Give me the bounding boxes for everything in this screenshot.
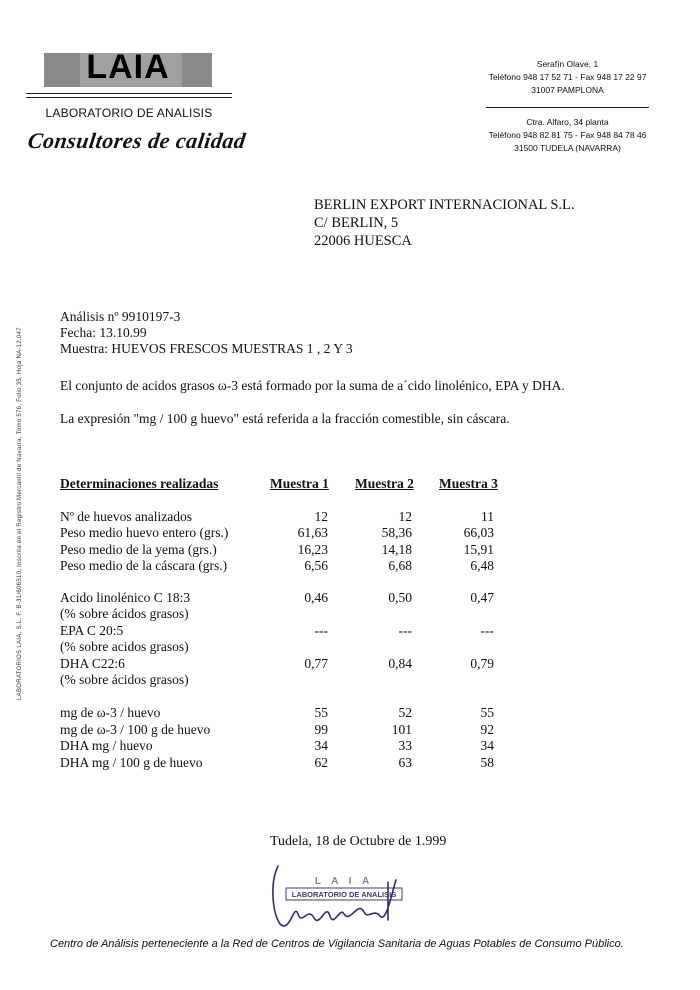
- cell-sample-2: ---: [398, 623, 412, 638]
- office-city: 31007 PAMPLONA: [531, 85, 604, 95]
- row-label: DHA mg / huevo: [60, 738, 153, 753]
- row-label: Acido linolénico C 18:3: [60, 590, 191, 605]
- cell-sample-2: 0,84: [388, 656, 412, 671]
- header-sample-2: Muestra 2: [355, 476, 414, 491]
- cell-sample-2: 33: [398, 738, 412, 753]
- cell-sample-3: 6,48: [470, 558, 494, 573]
- cell-sample-1: 99: [314, 722, 328, 737]
- cell-sample-2: 14,18: [381, 542, 412, 557]
- row-label: (% sobre ácidos grasos): [60, 606, 189, 621]
- cell-sample-1: 61,63: [297, 525, 328, 540]
- logo-rule-top: [26, 93, 232, 94]
- cell-sample-2: 6,68: [388, 558, 412, 573]
- cell-sample-1: 6,56: [304, 558, 328, 573]
- tagline: Consultores de calidad: [26, 128, 248, 153]
- cell-sample-2: 52: [398, 705, 412, 720]
- row-label: Peso medio huevo entero (grs.): [60, 525, 229, 540]
- cell-sample-2: 12: [398, 509, 412, 524]
- cell-sample-3: 92: [480, 722, 494, 737]
- cell-sample-1: 0,77: [304, 656, 328, 671]
- analysis-number: Análisis nº 9910197-3: [60, 309, 181, 324]
- cell-sample-2: 58,36: [381, 525, 412, 540]
- cell-sample-1: 16,23: [297, 542, 328, 557]
- cell-sample-2: 101: [391, 722, 412, 737]
- cell-sample-1: 12: [314, 509, 328, 524]
- paragraph-expression: La expresión "mg / 100 g huevo" está referida a la fracción comestible, sin cáscara.: [60, 411, 510, 426]
- lab-name: LABORATORIO DE ANALISIS: [45, 106, 213, 120]
- cell-sample-1: 55: [314, 705, 328, 720]
- row-label: Peso medio de la yema (grs.): [60, 542, 217, 557]
- recipient-city: 22006 HUESCA: [314, 233, 412, 249]
- signature-date: Tudela, 18 de Octubre de 1.999: [270, 834, 447, 849]
- row-label: DHA C22:6: [60, 656, 125, 671]
- row-label: mg de ω-3 / huevo: [60, 705, 161, 720]
- cell-sample-1: ---: [314, 623, 328, 638]
- recipient-address: [314, 196, 575, 250]
- cell-sample-3: 34: [480, 738, 494, 753]
- office-street: Ctra. Alfaro, 34 planta: [526, 117, 609, 127]
- cell-sample-3: 11: [481, 509, 494, 524]
- row-label: Peso medio de la cáscara (grs.): [60, 558, 228, 573]
- row-label: (% sobre ácidos grasos): [60, 672, 189, 687]
- recipient-name: BERLIN EXPORT INTERNACIONAL S.L.: [314, 197, 575, 213]
- office-tudela: [486, 116, 649, 155]
- recipient-street: C/ BERLIN, 5: [314, 215, 399, 231]
- cell-sample-1: 34: [314, 738, 328, 753]
- cell-sample-3: 15,91: [463, 542, 494, 557]
- registration-side-text: LABORATORIOS LAIA, S.L. F. B-31/606510, Inscrita en el Registro Mercantil de Navarra, Tomo 576, Folio 35, Hoja NA-12.047: [17, 327, 23, 700]
- row-label: Nº de huevos analizados: [60, 509, 193, 524]
- office-phone: Teléfono 948 17 52 71 - Fax 948 17 22 97: [488, 72, 647, 82]
- cell-sample-3: 0,79: [470, 656, 494, 671]
- cell-sample-3: 58: [480, 755, 494, 770]
- row-label: DHA mg / 100 g de huevo: [60, 755, 203, 770]
- logo-rule-bottom: [26, 97, 232, 98]
- office-street: Serafín Olave, 1: [536, 59, 599, 69]
- header-sample-1: Muestra 1: [270, 476, 329, 491]
- row-label: EPA C 20:5: [60, 623, 124, 638]
- stamp-bottom-text: LABORATORIO DE ANALISIS: [291, 890, 397, 899]
- header-determinations: Determinaciones realizadas: [60, 476, 219, 491]
- stamp-top-text: L A I A: [314, 876, 374, 887]
- office-city: 31500 TUDELA (NAVARRA): [514, 143, 621, 153]
- paragraph-omega3: El conjunto de acidos grasos ω-3 está formado por la suma de a´cido linolénico, EPA y DHA.: [60, 378, 565, 393]
- header-sample-3: Muestra 3: [439, 476, 498, 491]
- lab-stamp: [268, 862, 410, 934]
- cell-sample-3: 0,47: [470, 590, 494, 605]
- analysis-info: [60, 309, 353, 357]
- cell-sample-2: 0,50: [388, 590, 412, 605]
- cell-sample-1: 62: [314, 755, 328, 770]
- row-label: mg de ω-3 / 100 g de huevo: [60, 722, 211, 737]
- address-divider: [486, 107, 649, 108]
- logo: LAIA: [86, 48, 170, 86]
- cell-sample-3: ---: [480, 623, 494, 638]
- row-label: (% sobre acidos grasos): [60, 639, 189, 654]
- analysis-sample: Muestra: HUEVOS FRESCOS MUESTRAS 1 , 2 Y 3: [60, 341, 353, 356]
- cell-sample-1: 0,46: [304, 590, 328, 605]
- analysis-date: Fecha: 13.10.99: [60, 325, 147, 340]
- cell-sample-3: 66,03: [463, 525, 494, 540]
- cell-sample-3: 55: [480, 705, 494, 720]
- footer-note: Centro de Análisis perteneciente a la Red de Centros de Vigilancia Sanitaria de Aguas Potables de Consumo Público.: [50, 938, 624, 950]
- cell-sample-2: 63: [398, 755, 412, 770]
- office-pamplona: [486, 58, 649, 97]
- office-phone: Teléfono 948 82 81 75 - Fax 948 84 78 46: [488, 130, 647, 140]
